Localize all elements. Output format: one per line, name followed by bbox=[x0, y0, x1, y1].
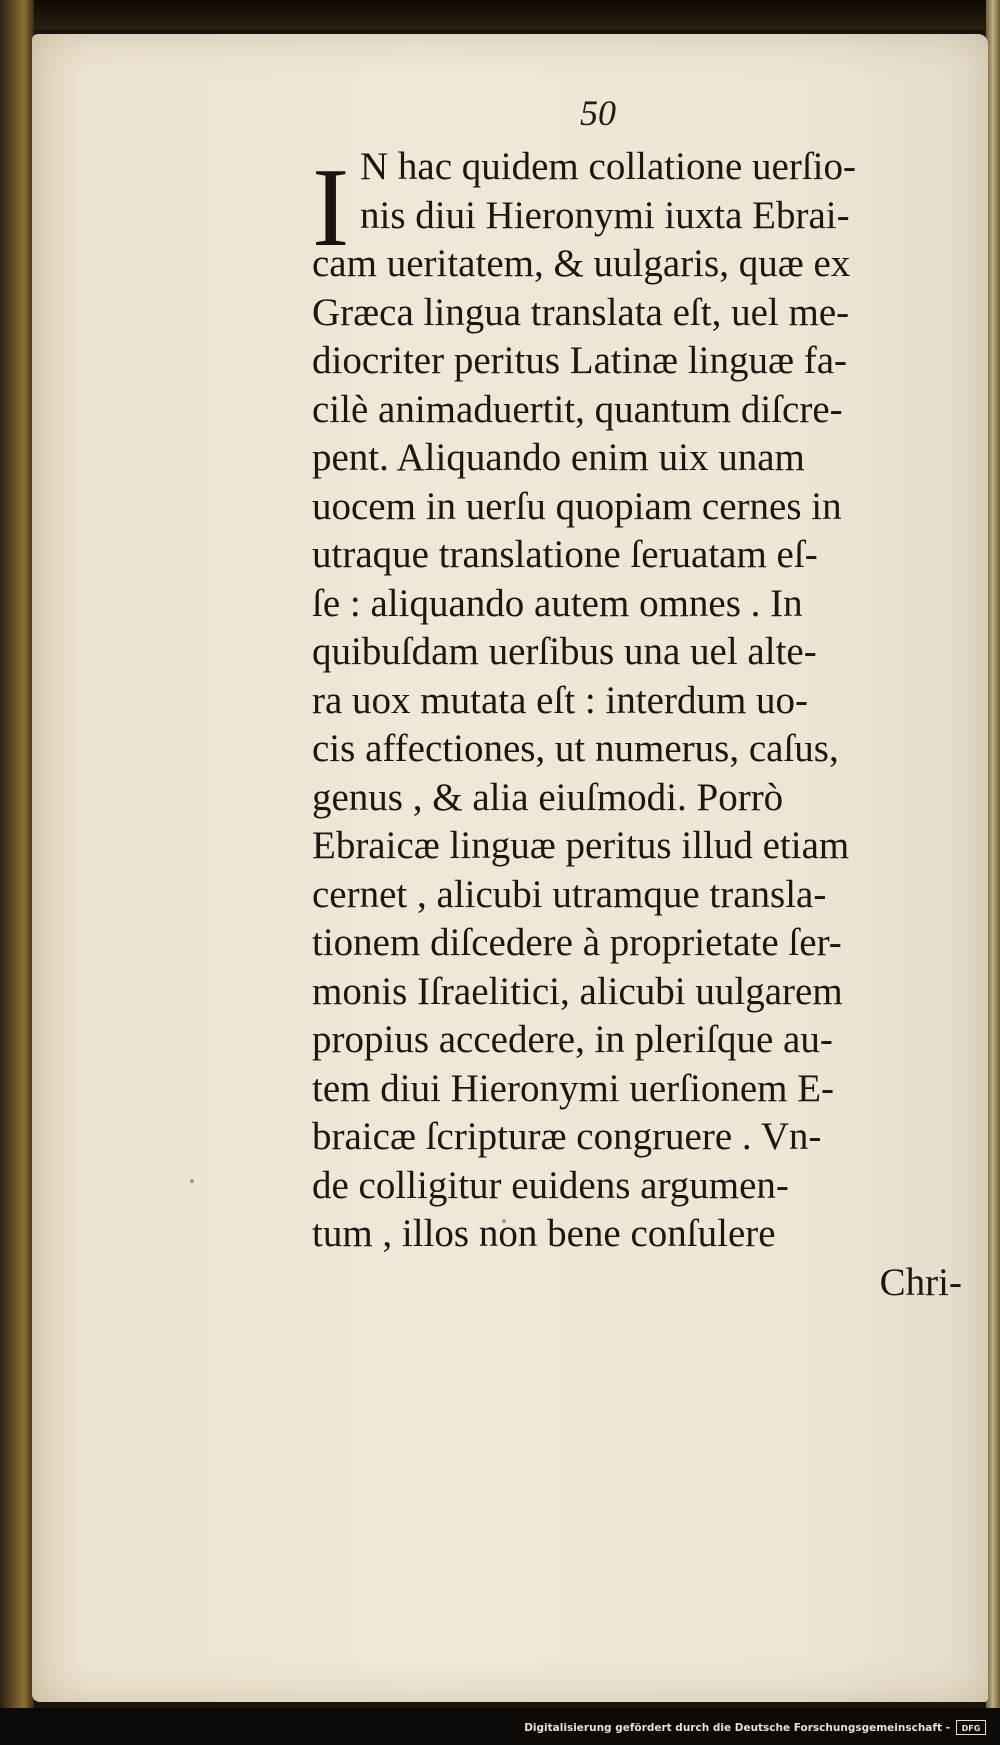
text-line: utraque translatione ſeruatam eſ- bbox=[312, 533, 818, 576]
text-line: quibuſdam uerſibus una uel alte- bbox=[312, 630, 817, 673]
text-line: cis affectiones, ut numerus, caſus, bbox=[312, 727, 839, 770]
text-line: cernet , alicubi utramque transla- bbox=[312, 872, 827, 916]
drop-cap: I bbox=[312, 146, 350, 270]
text-line: cilè animaduertit, quantum diſcre- bbox=[312, 387, 843, 431]
book-spine-edge bbox=[0, 0, 34, 1745]
text-line: uocem in uerſu quopiam cernes in bbox=[312, 484, 842, 528]
text-line: genus , & alia eiuſmodi. Porrò bbox=[312, 775, 784, 819]
text-line: nis diui Hieronymi iuxta Ebrai- bbox=[360, 193, 850, 237]
text-line: tem diui Hieronymi uerſionem E- bbox=[312, 1066, 835, 1110]
page-stack-edge bbox=[986, 0, 1000, 1745]
text-line: braicæ ſcripturæ congruere . Vn- bbox=[312, 1115, 822, 1158]
body-text bbox=[312, 143, 972, 1307]
text-line: tionem diſcedere à proprietate ſer- bbox=[312, 921, 842, 964]
page-number: 50 bbox=[580, 93, 616, 133]
text-line: de colligitur euidens argumen- bbox=[312, 1163, 789, 1207]
text-line: ſe : aliquando autem omnes . In bbox=[312, 581, 803, 625]
text-line: monis Iſraelitici, alicubi uulgarem bbox=[312, 969, 843, 1013]
text-line: ra uox mutata eſt : interdum uo- bbox=[312, 678, 809, 722]
paper-speck bbox=[190, 1179, 194, 1183]
text-line: diocriter peritus Latinæ linguæ fa- bbox=[312, 339, 848, 382]
dfg-logo-icon: DFG bbox=[956, 1720, 986, 1735]
text-line: N hac quidem collatione uerſio- bbox=[360, 145, 856, 188]
text-line: Græca lingua translata eſt, uel me- bbox=[312, 290, 850, 334]
scan-edge-top bbox=[0, 0, 1000, 30]
text-line: Ebraicæ linguæ peritus illud etiam bbox=[312, 824, 850, 867]
text-line: propius accedere, in pleriſque au- bbox=[312, 1018, 833, 1061]
catchword: Chri- bbox=[879, 1260, 962, 1304]
digitization-credit: Digitalisierung gefördert durch die Deutsche Forschungsgemeinschaft - bbox=[524, 1722, 950, 1734]
text-line: tum , illos non bene conſulere bbox=[312, 1212, 776, 1255]
text-line: cam ueritatem, & uulgaris, quæ ex bbox=[312, 242, 851, 285]
text-line: pent. Aliquando enim uix unam bbox=[312, 436, 805, 479]
